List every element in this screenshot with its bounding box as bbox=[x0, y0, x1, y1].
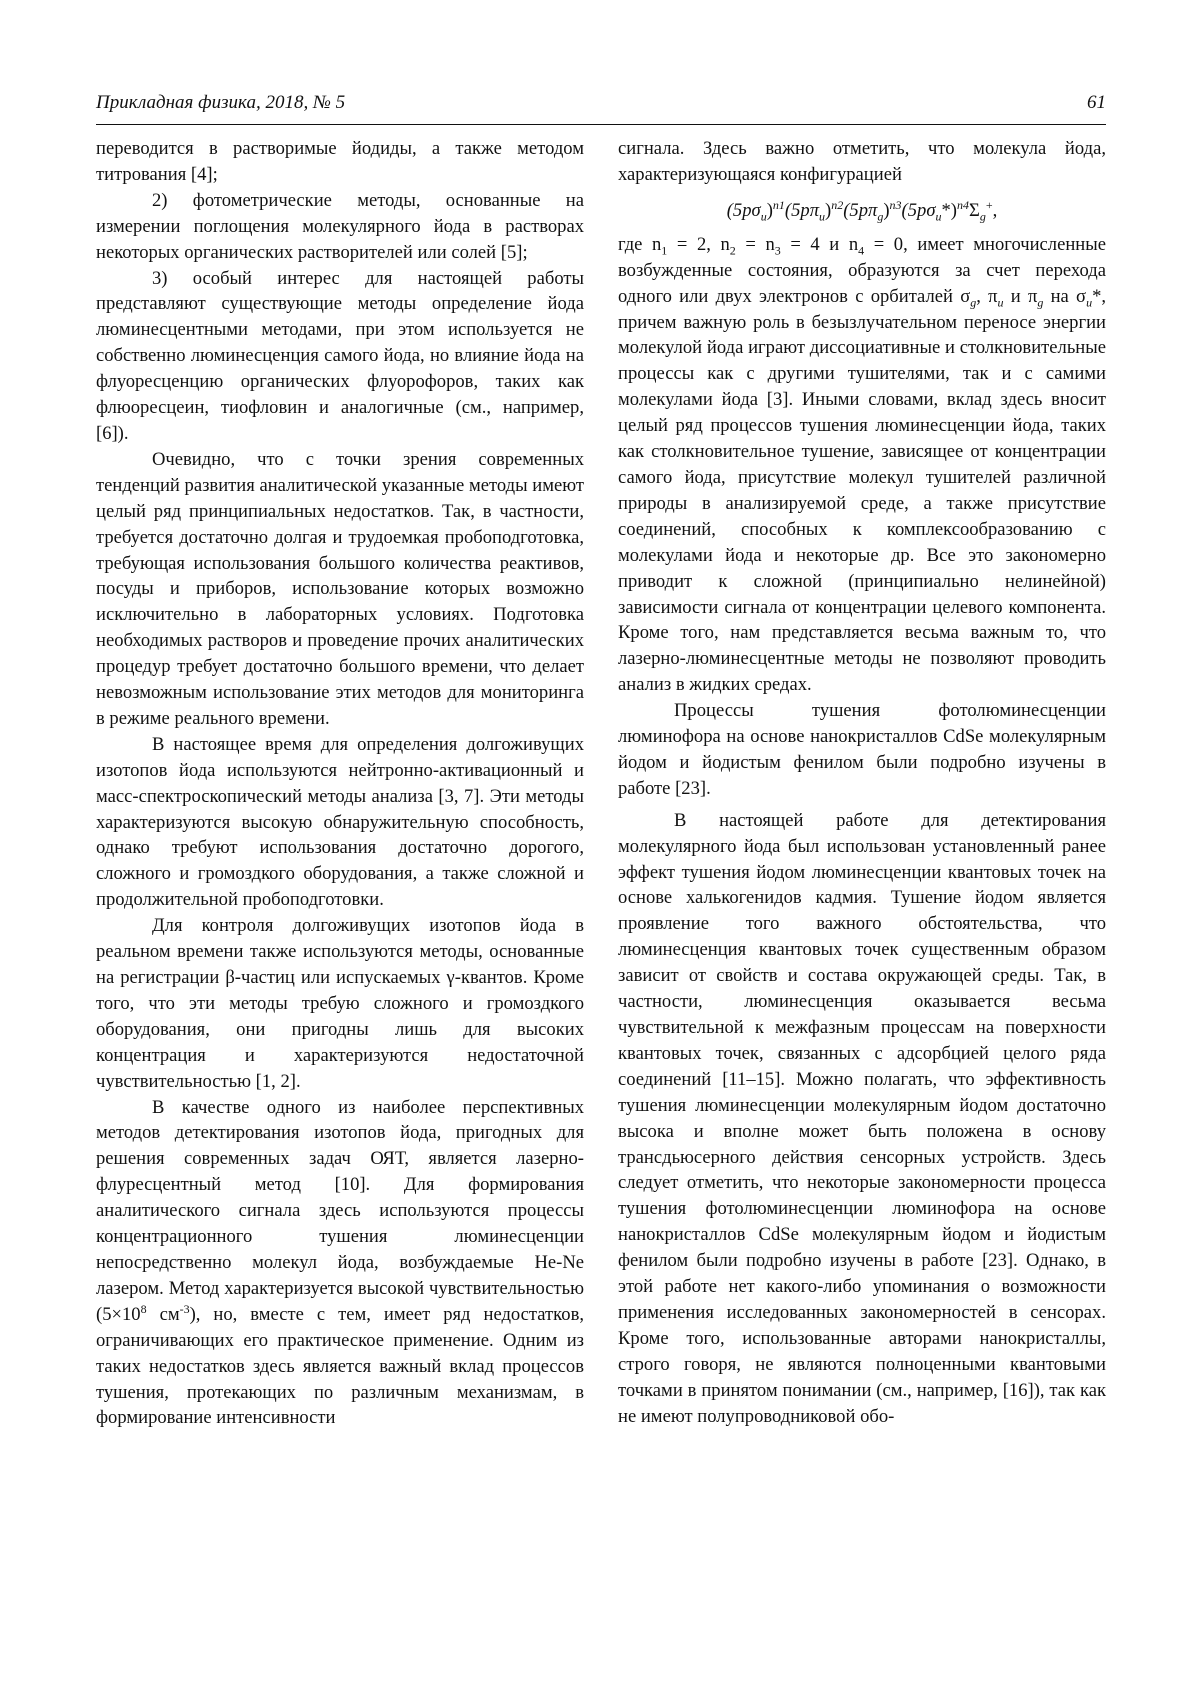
paragraph-signal-intro: сигнала. Здесь важно отметить, что молекула йода, характеризующаяся конфигурацией bbox=[618, 138, 1106, 185]
paragraph-drawbacks: Очевидно, что с точки зрения современных тенденций развития аналитической указанные методы имеют целый ряд принципиальных недостатков. Так, в частности, требуется достаточно долгая и трудоемкая пробоподготовка, требующая использования большого количества реактивов, посуды и приборов, использование которых возможно исключительно в лабораторных условиях. Подготовка необходимых растворов и проведение прочих аналитических процедур требует достаточно большого времени, что делает невозможным использование этих методов для мониторинга в режиме реального времени. bbox=[96, 448, 584, 729]
paragraph-present-work: В настоящей работе для детектирования молекулярного йода был использован установленный ранее эффект тушения йодом люминесценции квантовых точек на основе халькогенидов кадмия. Тушение йодом является проявление того важного обстоятельства, что люминесценция квантовых точек существенным образом зависит от свойств и состава окружающей среды. Так, в частности, люминесценция оказывается весьма чувствительной к межфазным процессам на поверхности квантовых точек, связанных с адсорбцией целого ряда соединений [11–15]. Можно полагать, что эффективность тушения люминесценции молекулярным йодом достаточно высока и вполне может быть положена в основу трансдьюсерного действия сенсорных устройств. Здесь следует отметить, что некоторые закономерности процесса тушения фотолюминесценции люминофора на основе нанокристаллов CdSe молекулярным йодом и йодистым фенилом были подробно изучены в работе [23]. Однако, в этой работе нет какого-либо упоминания о возможности применения исследованных закономерностей в сенсорах. Кроме того, использованные авторами нанокристаллы, строго говоря, не являются полноценными квантовыми точками в принятом понимании (см., например, [16]), так как не имеют полупроводниковой обо- bbox=[618, 809, 1106, 1427]
paragraph-continuation: переводится в растворимые йодиды, а также методом титрования [4]; bbox=[96, 138, 584, 185]
journal-title: Прикладная физика, 2018, № 5 bbox=[96, 92, 346, 113]
paragraph-laser-fluorescent: В качестве одного из наиболее перспективных методов детектирования изотопов йода, пригодных для решения современных задач ОЯТ, является лазерно-флуресцентный метод [10]. Для формирования аналитического сигнала здесь используются процессы концентрационного тушения люминесценции непосредственно молекул йода, возбуждаемые He-Ne лазером. Метод характеризуется высокой чувствительностью ($5\times 10^8$ $см^{-3}$), но, вместе с тем, имеет ряд недостатков, ограничивающих его практическое применение. Одним из таких недостатков здесь является важный вклад процессов тушения, протекающих по различным механизмам, в формирование интенсивности bbox=[96, 1096, 584, 1429]
paragraph-neutron-activation: В настоящее время для определения долгоживущих изотопов йода используются нейтронно-активационный и масс-спектроскопический методы анализа [3, 7]. Эти методы характеризуются высокую обнаружительную способность, однако требуют использования достаточно дорогого, сложного и громоздкого оборудования, а также сложной и продолжительной пробоподготовки. bbox=[96, 733, 584, 911]
running-header bbox=[96, 92, 1106, 122]
page-number: 61 bbox=[1087, 92, 1106, 113]
right-column bbox=[618, 136, 1106, 1430]
paragraph-cdse-quenching: Процессы тушения фотолюминесценции люминофора на основе нанокристаллов CdSe молекулярным йодом и йодистым фенилом были подробно изучены в работе [23]. bbox=[618, 700, 1106, 799]
paragraph-excited-states: где $n_1 = 2$, $n_2 = n_3 = 4$ и $n_4 = 0$, имеет многочисленные возбужденные состояния, образуются за счет перехода одного или двух электронов с орбиталей $\sigma_g$, $\pi_u$ и $\pi_g$ на $\sigma_u*$, причем важную роль в безызлучательном переносе энергии молекулой йода играют диссоциативные и столкновительные процессы как с другими тушителями, так и с самими молекулами йода [3]. Иными словами, вклад здесь вносит целый ряд процессов тушения люминесценции йода, таких как столкновительное тушение, зависящее от концентрации самого йода, присутствие молекул тушителей различной природы в анализируемой среде, а также присутствие соединений, способных к комплексообразованию с молекулами йода и некоторые др. Все это закономерно приводит к сложной (принципиально нелинейной) зависимости сигнала от концентрации целевого компонента. Кроме того, нам представляется весьма важным то, что лазерно-люминесцентные методы не позволяют проводить анализ в жидких средах. bbox=[618, 233, 1107, 696]
paragraph-photometric: 2) фотометрические методы, основанные на измерении поглощения молекулярного йода в растворах некоторых органических растворителей или солей [5]; bbox=[96, 189, 584, 263]
electron-configuration-formula: $(5p\sigma_u)^{n1}(5p\pi_u)^{n2}(5p\pi_g)^{n3}(5p\sigma_u*)^{n4}\Sigma_g^+$, bbox=[726, 197, 998, 224]
left-column bbox=[96, 136, 584, 1431]
paragraph-luminescent: 3) особый интерес для настоящей работы представляют существующие методы определение йода люминесцентными методами, при этом используется не собственно люминесценция самого йода, но влияние йода на флуоресценцию органических флуорофоров, таких как флюоресцеин, тиофловин и аналогичные (см., например, [6]). bbox=[96, 267, 584, 444]
paragraph-beta-gamma: Для контроля долгоживущих изотопов йода в реальном времени также используются методы, основанные на регистрации β-частиц или испускаемых γ-квантов. Кроме того, что эти методы требую сложного и громоздкого оборудования, они пригодны лишь для высоких концентрация и характеризуются недостаточной чувствительностью [1, 2]. bbox=[96, 915, 584, 1092]
header-rule bbox=[96, 124, 1106, 125]
